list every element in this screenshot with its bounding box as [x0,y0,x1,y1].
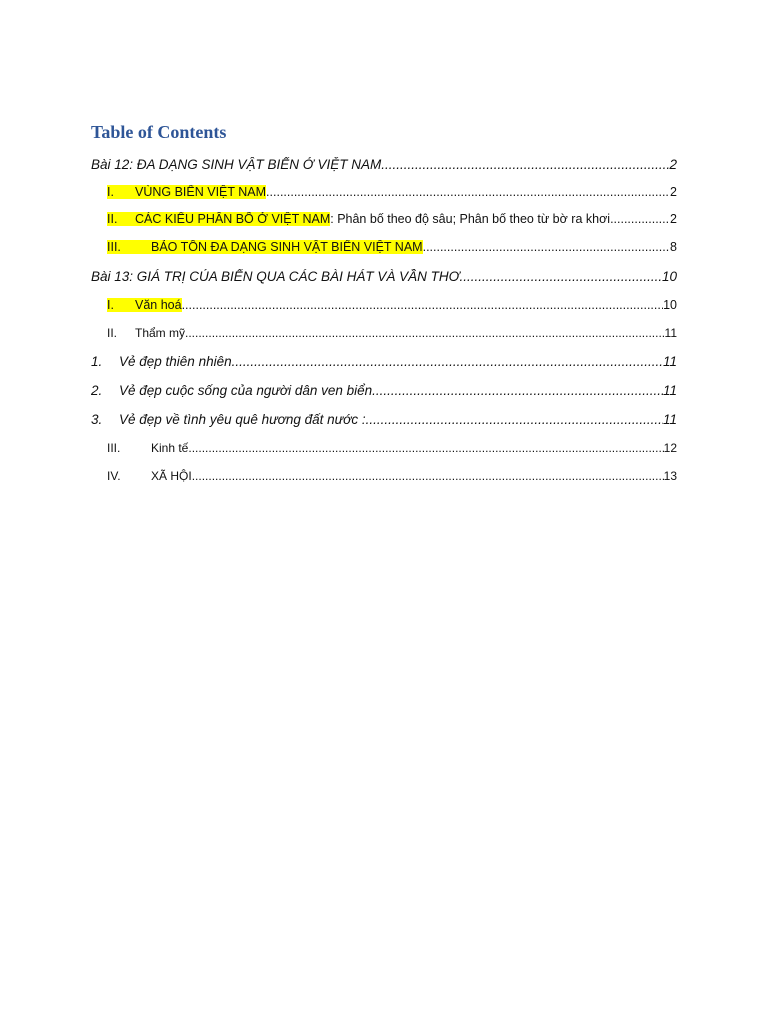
toc-entry-number: II. [107,212,135,226]
toc-entry-vung-bien[interactable] [107,185,677,205]
toc-page-number: 12 [663,441,677,455]
toc-page-number: 11 [662,383,677,398]
toc-page-number: 13 [663,469,677,483]
toc-page-number: 11 [662,412,677,427]
toc-entry-label: Bài 13: GIÁ TRỊ CỦA BIỂN QUA CÁC BÀI HÁT VÀ VẦN THƠ [91,269,460,284]
toc-leader-dots [372,383,663,398]
toc-entry-label: CÁC KIỂU PHÂN BỐ Ở VIỆT NAM [135,212,331,226]
toc-leader-dots [192,469,664,483]
toc-page-number: 2 [670,212,677,226]
toc-page-number: 10 [661,269,677,284]
toc-entry-cac-kieu-phan-bo[interactable] [107,212,677,232]
toc-leader-dots [423,240,670,254]
toc-entry-label: Kinh tế [151,441,189,455]
toc-entry-xa-hoi[interactable] [107,469,677,489]
toc-leader-dots [188,441,663,455]
toc-entry-label: XÃ HỘI [151,469,192,483]
toc-entry-ve-dep-tinh-yeu[interactable] [91,412,677,432]
toc-page-number: 2 [670,185,677,199]
toc-entry-number: I. [107,185,135,199]
toc-entry-bai-12[interactable] [91,157,677,177]
toc-entry-label: Vẻ đẹp thiên nhiên [119,354,232,369]
toc-page-number: 11 [662,354,677,369]
toc-entry-number: II. [107,326,118,340]
toc-page-number: 8 [670,240,677,254]
toc-entry-number: 1. [91,354,103,369]
toc-entry-ve-dep-thien-nhien[interactable] [91,354,677,374]
toc-leader-dots [460,269,662,284]
toc-entry-bai-13[interactable] [91,269,677,289]
toc-entry-label: Vẻ đẹp cuộc sống của người dân ven biển [119,383,373,398]
toc-entry-number: IV. [107,469,121,483]
toc-leader-dots [366,412,663,427]
toc-entry-label: Bài 12: ĐA DẠNG SINH VẬT BIỂN Ở VIỆT NAM [91,157,382,172]
toc-entry-van-hoa[interactable] [107,298,677,318]
toc-title: Table of Contents [91,122,227,142]
toc-entry-number: III. [107,441,121,455]
toc-leader-dots [381,157,669,172]
toc-entry-number: III. [107,240,151,254]
toc-entry-bao-ton[interactable] [107,240,677,260]
toc-entry-label: Thẩm mỹ [135,326,186,340]
toc-page-number: 11 [664,326,677,340]
toc-entry-number: 3. [91,412,103,427]
toc-leader-dots [232,354,663,369]
toc-entry-ve-dep-cuoc-song[interactable] [91,383,677,403]
toc-entry-extra-text: : Phân bố theo độ sâu; Phân bố theo từ bờ ra khơi [330,212,611,226]
toc-page-number: 10 [663,298,677,312]
toc-entry-number: I. [107,298,135,312]
toc-leader-dots [182,298,664,312]
toc-entry-tham-my[interactable] [107,326,677,346]
toc-leader-dots [266,185,670,199]
toc-entry-kinh-te[interactable] [107,441,677,461]
toc-page-number: 2 [669,157,677,172]
toc-entry-label: VÙNG BIỂN VIỆT NAM [135,185,267,199]
toc-entry-number: 2. [91,383,103,398]
toc-entry-label: BẢO TỒN ĐA DẠNG SINH VẬT BIỂN VIỆT NAM [151,240,423,254]
toc-entry-label: Văn hoá [135,298,182,312]
toc-leader-dots [185,326,665,340]
toc-entry-label: Vẻ đẹp về tình yêu quê hương đất nước : [119,412,366,427]
toc-leader-dots [610,212,670,226]
